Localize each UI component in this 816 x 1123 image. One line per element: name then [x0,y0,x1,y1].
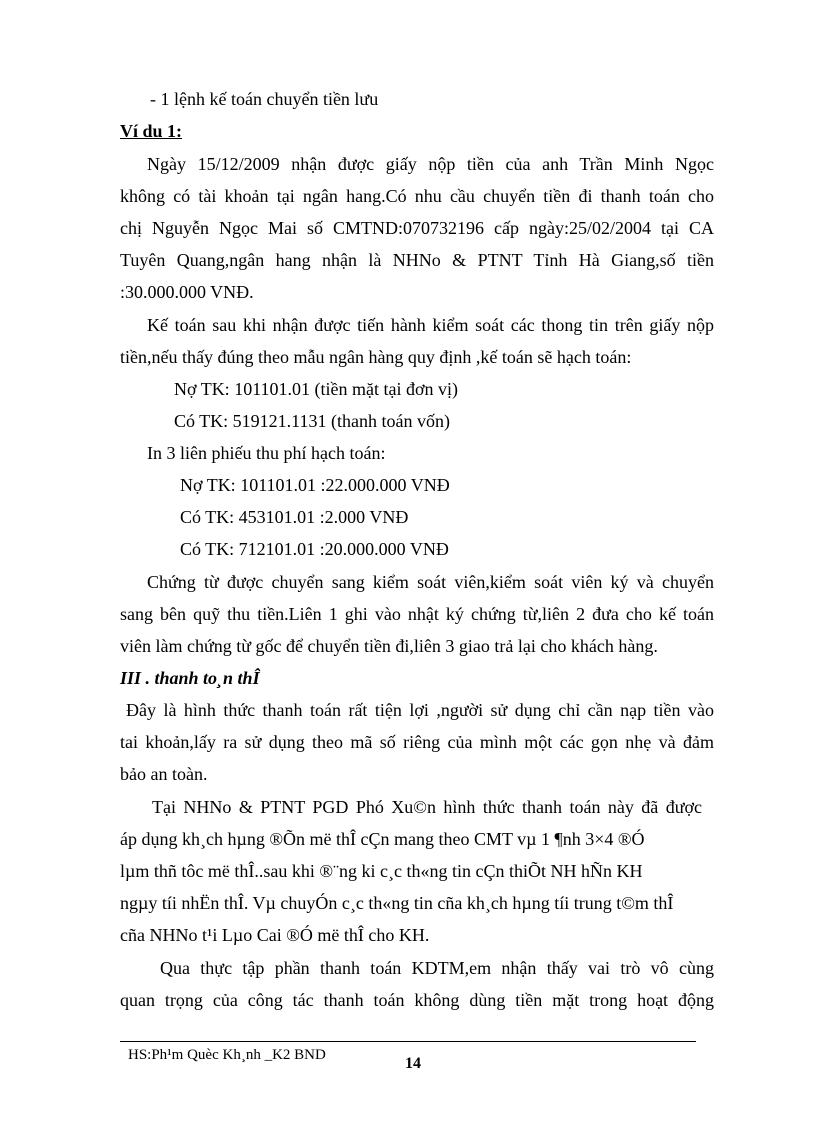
text-line: ngµy tíi nhËn thÎ. Vµ chuyÓn c¸c th«ng tin cña kh¸ch hµng tíi trung t©m thÎ [120,893,674,913]
text-line: Nợ TK: 101101.01 :22.000.000 VNĐ [180,475,450,495]
text-line: cña NHNo t¹i Lµo Cai ®Ó më thÎ cho KH. [120,925,430,945]
example-heading: Ví du 1: [120,121,183,141]
text-line: Kế toán sau khi nhận được tiến hành kiểm soát các thong tin trên giấy nộp [147,315,714,335]
text-line: Tuyên Quang,ngân hang nhận là NHNo & PTNT Tỉnh Hà Giang,số tiền [120,250,714,270]
footer-author: HS:Ph¹m Quèc Kh¸nh _K2 BND [128,1047,326,1063]
section-heading: III . thanh to¸n thÎ [120,668,260,688]
page-number: 14 [405,1055,421,1072]
text-line: - 1 lệnh kế toán chuyển tiền lưu [150,89,379,109]
footer-rule [120,1041,696,1042]
text-line: tiền,nếu thấy đúng theo mẫu ngân hàng quy định ,kế toán sẽ hạch toán: [120,347,632,367]
text-line: chị Nguyễn Ngọc Mai số CMTND:070732196 cấp ngày:25/02/2004 tại CA [120,218,714,238]
text-line: tai khoản,lấy ra sử dụng theo mã số riêng của mình một các gọn nhẹ và đảm [120,732,714,752]
text-line: Nợ TK: 101101.01 (tiền mặt tại đơn vị) [174,379,459,399]
text-line: Có TK: 519121.1131 (thanh toán vốn) [174,411,450,431]
text-line: Chứng từ được chuyển sang kiểm soát viên,kiểm soát viên ký và chuyển [147,572,714,592]
text-line: không có tài khoản tại ngân hang.Có nhu cầu chuyển tiền đi thanh toán cho [120,186,714,206]
text-line: In 3 liên phiếu thu phí hạch toán: [147,443,386,463]
text-line: áp dụng kh¸ch hµng ®Õn më thÎ cÇn mang theo CMT vµ 1 ¶nh 3×4 ®Ó [120,829,645,849]
text-line: lµm thñ tôc më thÎ..sau khi ®¨ng ki c¸c th«ng tin cÇn thiÕt NH hÑn KH [120,861,643,881]
text-line: Ngày 15/12/2009 nhận được giấy nộp tiền của anh Trần Minh Ngọc [147,154,714,174]
text-line: Đây là hình thức thanh toán rất tiện lợi ,người sử dụng chỉ cần nạp tiền vào [126,700,714,720]
text-line: quan trọng của công tác thanh toán không dùng tiền mặt trong hoạt động [120,990,714,1010]
text-line: Có TK: 453101.01 :2.000 VNĐ [180,507,409,527]
text-line: Tại NHNo & PTNT PGD Phó Xu©n hình thức thanh toán này đã được [152,797,702,817]
text-line: sang bên quỹ thu tiền.Liên 1 ghi vào nhật ký chứng từ,liên 2 đưa cho kế toán [120,604,714,624]
text-line: viên làm chứng từ gốc để chuyển tiền đi,liên 3 giao trả lại cho khách hàng. [120,636,658,656]
text-line: Có TK: 712101.01 :20.000.000 VNĐ [180,539,449,559]
text-line: Qua thực tập phần thanh toán KDTM,em nhận thấy vai trò vô cùng [160,958,714,978]
text-line: :30.000.000 VNĐ. [120,282,254,302]
text-line: bảo an toàn. [120,764,208,784]
